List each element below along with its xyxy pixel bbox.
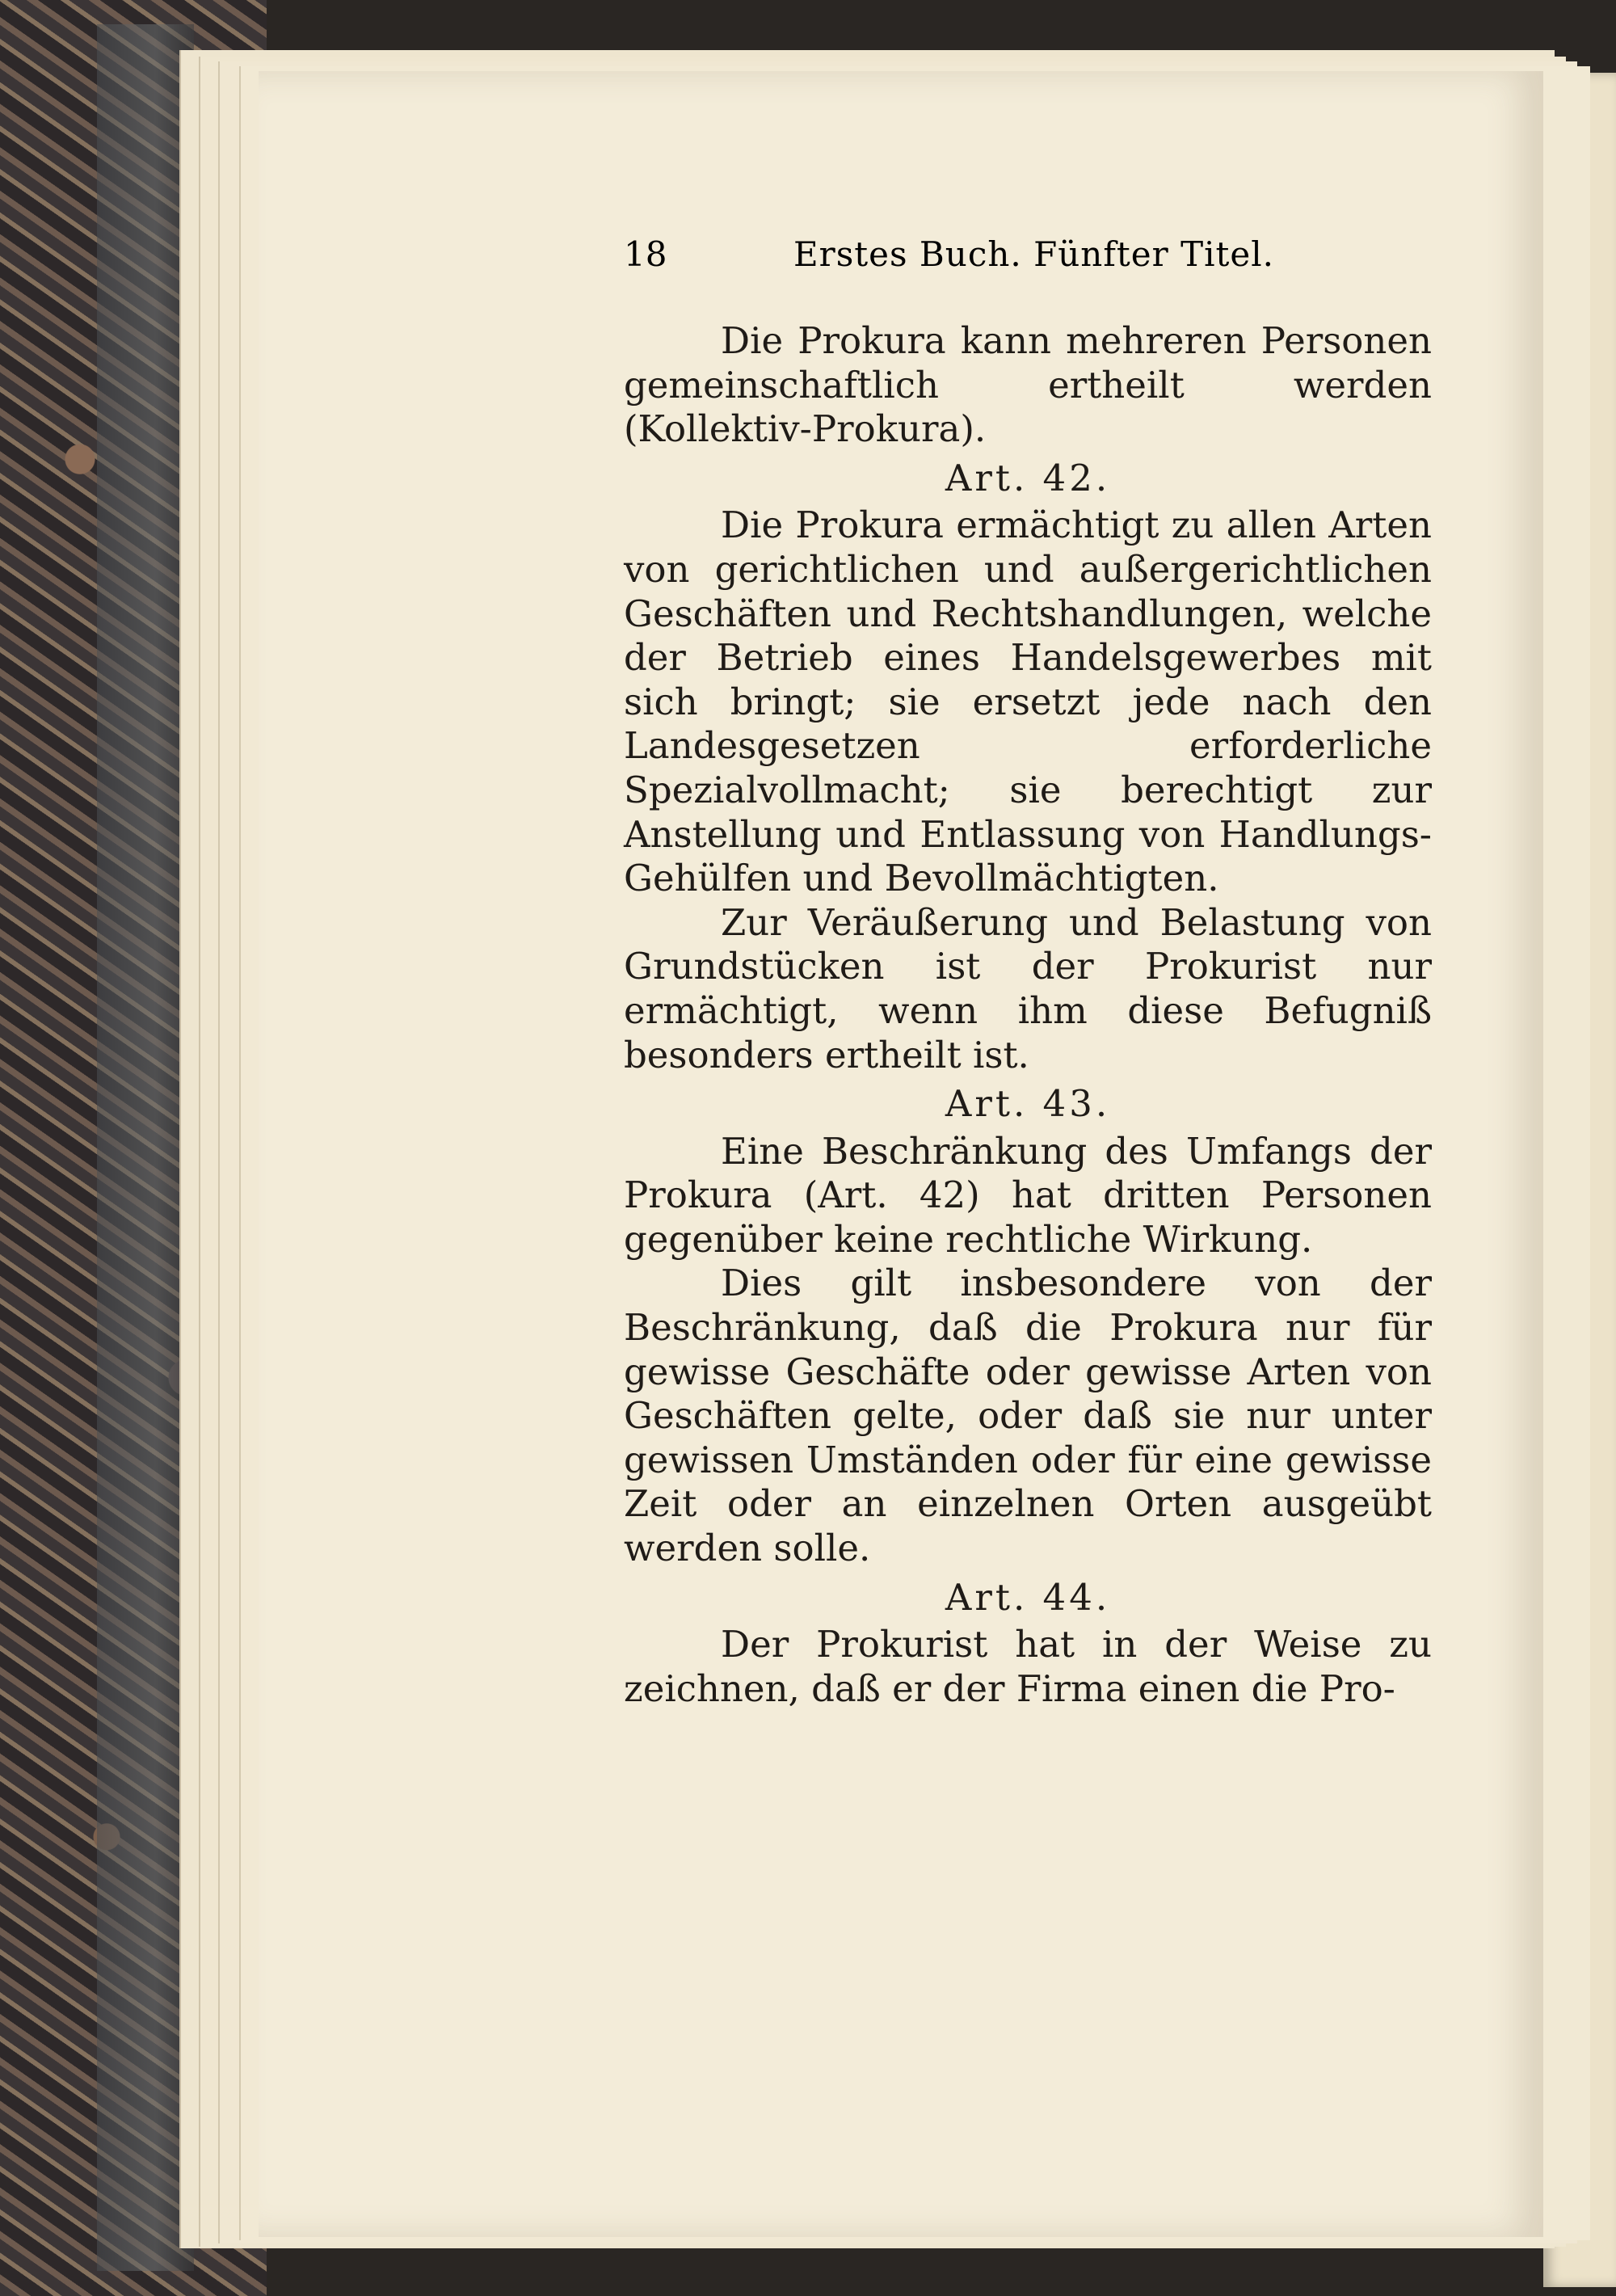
running-title: Erstes Buch. Fünfter Titel.: [793, 234, 1275, 274]
paragraph: Die Prokura ermächtigt zu allen Arten von gerichtlichen und außergerichtlichen Geschäften und Rechtshandlungen, welche der Betrieb eines Handelsgewerbes mit sich bringt; sie ersetzt jede nach den Landesgesetzen erforderliche Spezialvollmacht; sie berechtigt zur Anstellung und Entlassung von Handlungs-Gehülfen und Bevollmächtigten.: [624, 503, 1432, 900]
paragraph: Dies gilt insbesondere von der Beschränkung, daß die Prokura nur für gewisse Geschäfte oder gewisse Arten von Geschäften gelte, oder daß sie nur unter gewissen Umständen oder für eine gewisse Zeit oder an einzelnen Orten ausgeübt werden solle.: [624, 1262, 1432, 1570]
article-heading: Art. 44.: [945, 1575, 1111, 1619]
paragraph: Zur Veräußerung und Belastung von Grundstücken ist der Prokurist nur ermächtigt, wenn ihm diese Befugniß besonders ertheilt ist.: [624, 900, 1432, 1076]
paragraph: Eine Beschränkung des Umfangs der Prokura (Art. 42) hat dritten Personen gegenüber keine rechtliche Wirkung.: [624, 1129, 1432, 1261]
paragraph: Die Prokura kann mehreren Personen gemeinschaftlich ertheilt werden (Kollektiv-Prokura).: [624, 319, 1432, 451]
page-number: 18: [624, 234, 667, 274]
page-body: [624, 319, 1432, 1711]
article-heading: Art. 42.: [945, 456, 1111, 499]
article-heading: Art. 43.: [945, 1082, 1111, 1126]
paragraph: Der Prokurist hat in der Weise zu zeichnen, daß er der Firma einen die Pro-: [624, 1623, 1432, 1710]
